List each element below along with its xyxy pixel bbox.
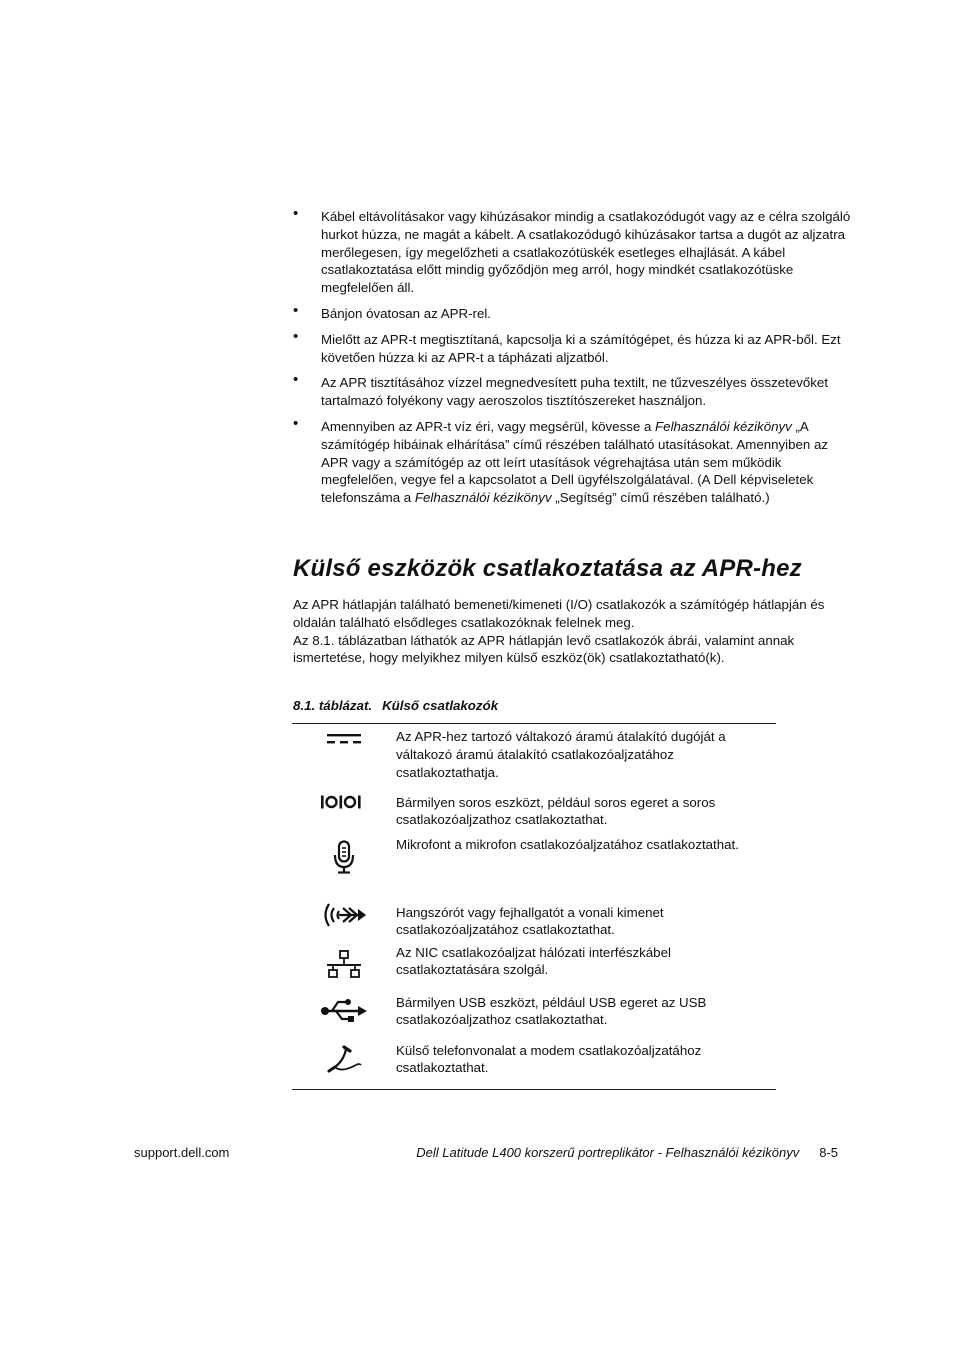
bullet-text: Amennyiben az APR-t víz éri, vagy megsérül, kövesse a (321, 418, 656, 434)
footer-document-title: Dell Latitude L400 korszerű portreplikátor - Felhasználói kézikönyv (416, 1145, 800, 1160)
connector-description: Az APR-hez tartozó váltakozó áramú átalakító dugóját a váltakozó áramú átalakító csatlakozóaljzatához csatlakoztathatja. (396, 729, 726, 780)
bullet-item (293, 327, 853, 367)
table-row (292, 894, 776, 942)
bullet-text: „Segítség” című részében található.) (551, 490, 770, 506)
footer-title (416, 1145, 838, 1160)
modem-phone-icon (324, 1044, 364, 1074)
connector-description: Hangszórót vagy fejhallgatót a vonali kimenet csatlakozóaljzatához csatlakoztathat. (396, 904, 664, 938)
bullet-emphasis: Felhasználói kézikönyv (655, 418, 792, 434)
bullet-icon: • (293, 327, 299, 345)
table-row (292, 724, 776, 790)
bullet-text: Bánjon óvatosan az APR-rel. (321, 305, 492, 321)
microphone-icon (332, 840, 356, 874)
bullet-list (293, 205, 853, 515)
bullet-text: Kábel eltávolításakor vagy kihúzásakor mindig a csatlakozódugót vagy az e célra szolgáló hurkot húzza, ne magát a kábelt. A csatlakozódugó kihúzásakor tartsa a dugót az aljzatra merőlegesen, így megelőzheti a csatlakozótüskék esetleges elhajlását. A kábel csatlakoztatása előtt mindig győződjön meg arról, hogy mindkét csatlakozótüske megfelelően áll. (321, 209, 851, 296)
table-row (292, 836, 776, 894)
section-heading: Külső eszközök csatlakoztatása az APR-hez (293, 555, 802, 582)
bullet-item (293, 301, 853, 323)
dc-power-icon (326, 732, 362, 746)
page-number: 8-5 (819, 1145, 838, 1160)
bullet-text: Mielőtt az APR-t megtisztítaná, kapcsolja ki a számítógépet, és húzza ki az APR-ből. Ezt követően húzza ki az APR-t a tápházati aljzatból. (321, 331, 841, 365)
table-caption-title: Külső csatlakozók (382, 698, 499, 713)
bullet-icon: • (293, 414, 299, 432)
connector-table (292, 723, 776, 1090)
table-caption (293, 698, 498, 713)
bullet-text: „A számítógép hibáinak elhárítása” című részében található utasításokat. Amennyiben az APR vagy a számítógép az ott leírt utasítások végrehajtása után sem működik megfelelően, vegye fel a kapcsolatot a Dell ügyfélszolgálatával. (A Dell képviseletek telefonszáma a (321, 418, 829, 506)
bullet-icon: • (293, 371, 299, 389)
bullet-icon: • (293, 301, 299, 319)
connector-description: Bármilyen USB eszközt, például USB egeret az USB csatlakozóaljzathoz csatlakoztathat. (396, 994, 707, 1028)
table-row (292, 942, 776, 990)
connector-description: Az NIC csatlakozóaljzat hálózati interfészkábel csatlakoztatására szolgál. (396, 944, 671, 978)
line-out-icon (320, 900, 368, 930)
table-row (292, 1038, 776, 1090)
bullet-item (293, 371, 853, 410)
bullet-emphasis: Felhasználói kézikönyv (414, 490, 552, 506)
footer-website: support.dell.com (134, 1145, 230, 1160)
serial-port-icon (320, 794, 368, 810)
bullet-item (293, 205, 853, 297)
bullet-item (293, 414, 853, 507)
connector-description: Bármilyen soros eszközt, például soros egeret a soros csatlakozóaljzathoz csatlakoztathat. (396, 794, 716, 828)
table-caption-number: 8.1. táblázat. (293, 698, 373, 713)
intro-line-1: Az APR hátlapján található bemeneti/kimeneti (I/O) csatlakozók a számítógép hátlapján és oldalán található elsődleges csatlakozóknak felelnek meg. (293, 597, 825, 630)
intro-line-2: Az 8.1. táblázatban láthatók az APR hátlapján levő csatlakozók ábrái, valamint annak ismertetése, hogy melyikhez milyen külső eszköz(ök) csatlakoztatható(k). (293, 632, 795, 666)
intro-paragraph (293, 596, 833, 667)
bullet-icon: • (293, 205, 299, 222)
table-row (292, 790, 776, 836)
table-row (292, 990, 776, 1038)
bullet-text: Az APR tisztításához vízzel megnedvesített puha textilt, ne tűzveszélyes összetevőket tartalmazó folyékony vagy aeroszolos tisztítószereket használjon. (321, 375, 829, 409)
connector-description: Külső telefonvonalat a modem csatlakozóaljzatához csatlakoztathat. (396, 1042, 702, 1076)
usb-icon (320, 996, 368, 1024)
network-icon (324, 950, 364, 980)
connector-description: Mikrofont a mikrofon csatlakozóaljzatához csatlakoztathat. (396, 836, 739, 852)
